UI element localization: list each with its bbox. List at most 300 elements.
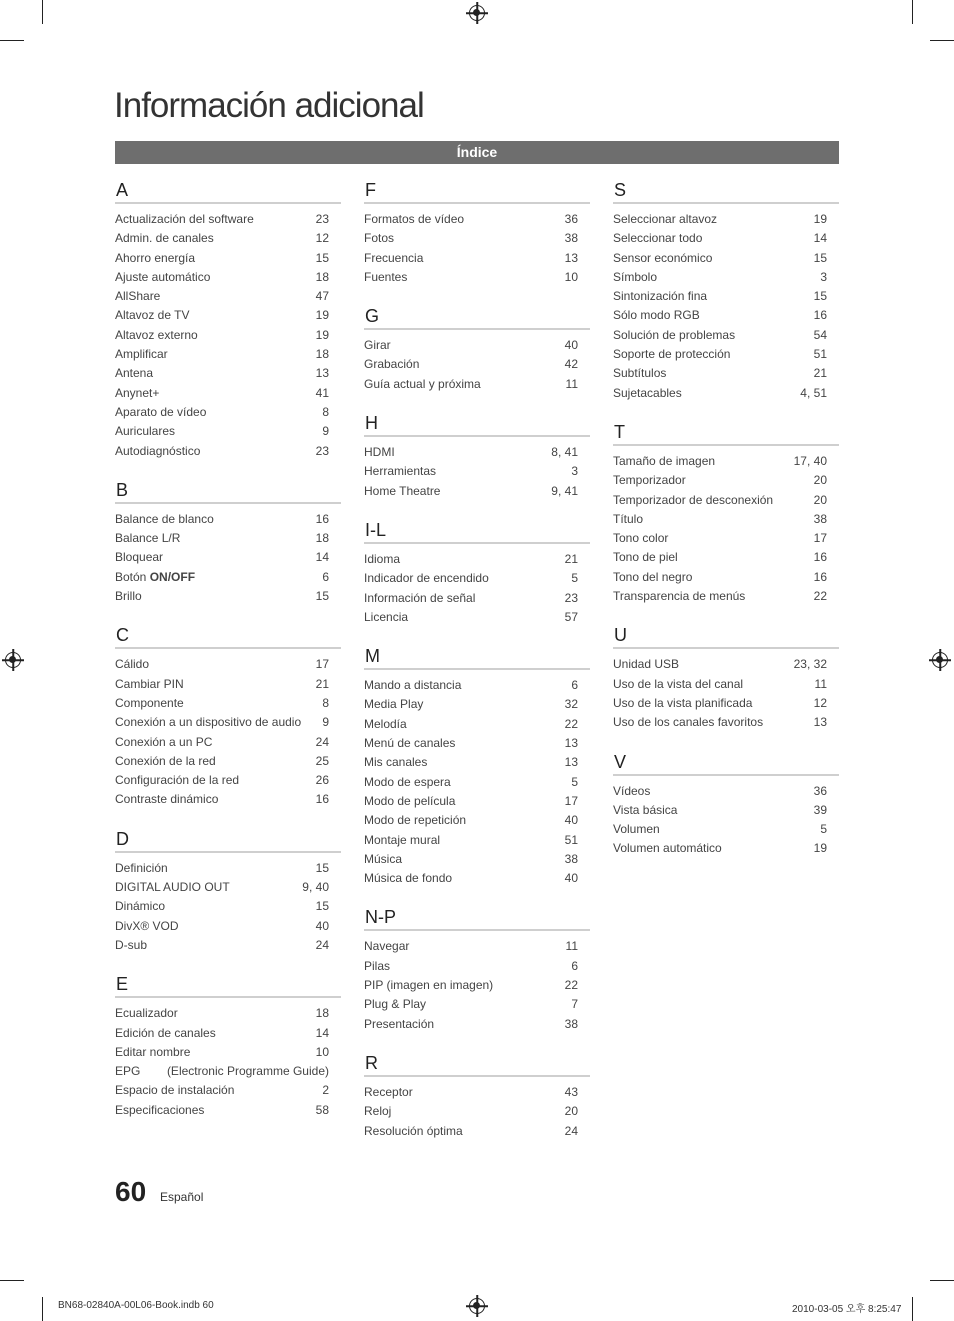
index-term <box>115 510 214 529</box>
index-term <box>364 569 489 588</box>
index-term <box>613 694 752 713</box>
index-page-ref: 6 <box>322 569 329 584</box>
index-term-text: Auriculares <box>115 424 176 439</box>
index-page-ref: 40 <box>564 338 578 353</box>
index-term-text: Componente <box>115 695 184 710</box>
index-term-text: Definición <box>115 860 168 875</box>
index-page-ref: 22 <box>564 978 578 993</box>
index-term <box>115 306 189 325</box>
index-page-ref: 18 <box>315 347 329 362</box>
index-page-ref: 23 <box>315 443 329 458</box>
index-section <box>364 905 590 1033</box>
index-term <box>364 869 452 888</box>
index-term-text: Altavoz externo <box>115 327 198 342</box>
index-page-ref: 6 <box>571 958 578 973</box>
index-entry <box>613 306 839 325</box>
index-term <box>115 655 149 674</box>
index-term <box>115 713 301 732</box>
registration-mark-icon <box>469 5 485 21</box>
crop-mark <box>930 1280 954 1281</box>
index-term <box>364 608 408 627</box>
index-page-ref: 15 <box>315 860 329 875</box>
section-letter: M <box>364 644 590 670</box>
index-page-ref: 10 <box>315 1044 329 1059</box>
section-letter: U <box>613 623 839 649</box>
index-section <box>364 304 590 394</box>
index-page-ref: 17 <box>813 531 827 546</box>
index-term-text: Símbolo <box>613 269 658 284</box>
index-entry <box>364 695 590 714</box>
index-page-ref: 40 <box>315 918 329 933</box>
index-term-text: Tono color <box>613 531 669 546</box>
index-term-text: Girar <box>364 338 391 353</box>
index-entry <box>613 249 839 268</box>
index-entry <box>115 529 341 548</box>
index-term <box>115 752 216 771</box>
index-page-ref: 20 <box>813 473 827 488</box>
index-section <box>364 411 590 501</box>
index-section <box>115 827 341 955</box>
index-entry <box>115 655 341 674</box>
index-page-ref: 6 <box>571 678 578 693</box>
index-term-text: Espacio de instalación <box>115 1083 235 1098</box>
index-entry <box>364 773 590 792</box>
index-term <box>364 753 427 772</box>
index-term <box>115 568 195 587</box>
index-term-text: Botón <box>115 569 150 584</box>
index-page-ref: 19 <box>315 308 329 323</box>
index-section <box>613 178 839 403</box>
index-entry <box>115 878 341 897</box>
index-term <box>613 675 743 694</box>
index-section <box>115 623 341 809</box>
index-entry <box>364 734 590 753</box>
index-entry <box>364 268 590 287</box>
index-term <box>613 548 678 567</box>
index-term <box>613 820 660 839</box>
index-term <box>115 587 142 606</box>
index-term-text: AllShare <box>115 289 161 304</box>
index-term-text: Conexión a un PC <box>115 734 213 749</box>
index-term <box>613 306 700 325</box>
index-entry <box>364 229 590 248</box>
index-term-text: Sensor económico <box>613 250 713 265</box>
index-term <box>613 655 679 674</box>
index-term <box>115 1043 190 1062</box>
index-entry <box>613 326 839 345</box>
index-page-ref: 40 <box>564 813 578 828</box>
index-term-text: Tamaño de imagen <box>613 453 716 468</box>
index-page-ref: 15 <box>315 589 329 604</box>
index-page-ref: 8 <box>322 695 329 710</box>
registration-mark-icon <box>932 652 948 668</box>
index-page-ref: 18 <box>315 531 329 546</box>
index-page-ref: 51 <box>564 832 578 847</box>
index-page-ref: 14 <box>813 231 827 246</box>
index-entry <box>364 443 590 462</box>
index-term-text: Editar nombre <box>115 1044 191 1059</box>
index-page-ref: 36 <box>813 783 827 798</box>
index-term-text: Volumen <box>613 822 660 837</box>
index-entry <box>115 384 341 403</box>
index-entry <box>364 792 590 811</box>
index-entry <box>115 694 341 713</box>
index-page-ref: 13 <box>315 366 329 381</box>
index-term-text: Balance de blanco <box>115 511 214 526</box>
index-section <box>613 623 839 732</box>
index-term <box>115 694 184 713</box>
registration-mark-icon <box>469 1298 485 1314</box>
index-column-1 <box>115 178 341 1137</box>
index-term-text: Solución de problemas <box>613 327 736 342</box>
section-letter: E <box>115 972 341 998</box>
index-term <box>613 345 730 364</box>
index-term <box>364 210 464 229</box>
index-entry <box>613 655 839 674</box>
index-entry <box>115 210 341 229</box>
index-term <box>364 773 451 792</box>
index-page-ref: 19 <box>813 841 827 856</box>
section-letter: R <box>364 1051 590 1077</box>
index-page-ref: 13 <box>564 250 578 265</box>
index-term-text: Seleccionar altavoz <box>613 212 718 226</box>
index-page-ref: 9 <box>322 424 329 439</box>
index-page-ref: 8 <box>322 404 329 419</box>
section-letter: G <box>364 304 590 330</box>
index-term <box>115 771 239 790</box>
index-term <box>613 587 745 606</box>
index-entry <box>115 442 341 461</box>
index-term <box>115 210 254 229</box>
index-term-text: Amplificar <box>115 347 168 362</box>
index-term <box>115 878 230 897</box>
index-page-ref: 13 <box>564 755 578 770</box>
index-term <box>613 839 722 858</box>
index-page-ref: 38 <box>564 851 578 866</box>
index-entry <box>115 548 341 567</box>
index-term-text: PIP (imagen en imagen) <box>364 978 494 993</box>
index-term-text: Modo de repetición <box>364 813 467 828</box>
index-term-text: Herramientas <box>364 464 437 479</box>
index-term-text: HDMI <box>364 445 395 460</box>
index-column-2 <box>364 178 590 1158</box>
index-term-text: Resolución óptima <box>364 1123 463 1138</box>
index-term-text: Antena <box>115 366 154 381</box>
index-term <box>613 510 643 529</box>
index-page-ref: 23, 32 <box>793 657 827 672</box>
index-term <box>364 462 436 481</box>
index-entry <box>613 491 839 510</box>
index-term-text: Temporizador de desconexión <box>613 492 774 507</box>
index-term <box>613 801 677 820</box>
index-page-ref: 47 <box>315 289 329 304</box>
index-entry <box>115 752 341 771</box>
index-entry <box>364 550 590 569</box>
section-letter: C <box>115 623 341 649</box>
section-letter: S <box>613 178 839 204</box>
index-term <box>364 375 481 394</box>
index-entry <box>364 1083 590 1102</box>
index-entry <box>364 850 590 869</box>
index-term <box>613 210 717 229</box>
index-term-text: Vista básica <box>613 802 678 817</box>
index-page-ref: 36 <box>564 212 578 226</box>
index-section-bar: Índice <box>115 141 839 164</box>
index-term <box>115 403 206 422</box>
crop-mark <box>42 0 43 24</box>
crop-mark <box>42 1297 43 1321</box>
index-term-text: Navegar <box>364 939 410 954</box>
section-letter: N-P <box>364 905 590 931</box>
index-page-ref: 16 <box>315 511 329 526</box>
index-term-text: Anynet+ <box>115 385 160 400</box>
index-entry <box>613 229 839 248</box>
index-term <box>613 471 686 490</box>
index-term-text: Reloj <box>364 1104 392 1119</box>
index-entry <box>613 713 839 732</box>
index-term-text: Frecuencia <box>364 250 424 265</box>
index-term <box>364 1015 434 1034</box>
index-term <box>364 831 440 850</box>
index-entry <box>115 587 341 606</box>
index-term-text: Idioma <box>364 551 401 566</box>
index-term-text: D-sub <box>115 937 148 952</box>
index-entry <box>613 694 839 713</box>
index-page-ref: 38 <box>813 511 827 526</box>
index-term <box>115 364 153 383</box>
index-entry <box>115 675 341 694</box>
index-term <box>364 957 390 976</box>
index-term <box>115 268 210 287</box>
index-page-ref: 38 <box>564 1016 578 1031</box>
index-page-ref: 21 <box>813 366 827 381</box>
index-entry <box>364 355 590 374</box>
index-entry <box>364 753 590 772</box>
index-entry <box>115 306 341 325</box>
index-term <box>115 1062 140 1081</box>
section-letter: H <box>364 411 590 437</box>
index-page-ref: 39 <box>813 802 827 817</box>
index-term-text: Mando a distancia <box>364 678 462 693</box>
index-term <box>115 345 168 364</box>
index-entry <box>613 675 839 694</box>
index-page-ref: 32 <box>564 697 578 712</box>
index-term-text: Sujetacables <box>613 385 682 400</box>
index-term <box>115 1081 234 1100</box>
crop-mark <box>912 1297 913 1321</box>
index-entry <box>613 839 839 858</box>
index-term-text: Vídeos <box>613 783 651 798</box>
index-term-text: Receptor <box>364 1084 413 1099</box>
index-entry <box>364 937 590 956</box>
index-page-ref: 51 <box>813 347 827 362</box>
index-term-text: Volumen automático <box>613 841 722 856</box>
index-entry <box>613 587 839 606</box>
index-entry <box>364 995 590 1014</box>
index-term-text: Bloquear <box>115 550 164 565</box>
index-column-3 <box>613 178 839 876</box>
index-term-text: Cambiar PIN <box>115 676 184 691</box>
index-term <box>613 326 735 345</box>
index-entry <box>115 364 341 383</box>
index-page-ref: 7 <box>571 997 578 1012</box>
index-term-text: Pilas <box>364 958 391 973</box>
index-page-ref: 24 <box>315 734 329 749</box>
index-term <box>364 550 400 569</box>
index-page-ref: 54 <box>813 327 827 342</box>
index-term <box>115 917 179 936</box>
index-entry <box>364 1102 590 1121</box>
index-entry <box>364 715 590 734</box>
page-language: Español <box>160 1190 204 1204</box>
index-term-text: Autodiagnóstico <box>115 443 201 458</box>
index-entry <box>364 676 590 695</box>
index-entry <box>364 957 590 976</box>
index-entry <box>364 482 590 501</box>
crop-mark <box>930 40 954 41</box>
index-page-ref: 42 <box>564 357 578 372</box>
section-letter: V <box>613 750 839 776</box>
index-entry <box>115 733 341 752</box>
index-term-text: Uso de los canales favoritos <box>613 715 764 730</box>
index-term <box>613 452 715 471</box>
index-term <box>364 976 493 995</box>
index-term <box>115 287 160 306</box>
index-entry <box>115 771 341 790</box>
index-term-text: Guía actual y próxima <box>364 376 481 391</box>
index-term-text: Subtítulos <box>613 366 667 381</box>
index-term <box>364 355 419 374</box>
index-term <box>613 249 712 268</box>
index-term-text: Especificaciones <box>115 1102 205 1117</box>
index-page-ref: 22 <box>564 716 578 731</box>
index-page-ref: 12 <box>315 231 329 246</box>
index-entry <box>364 249 590 268</box>
index-entry <box>613 287 839 306</box>
index-term-text: Sintonización fina <box>613 289 708 304</box>
index-term-bold: ON/OFF <box>149 569 196 584</box>
index-term <box>364 695 423 714</box>
section-letter: I-L <box>364 518 590 544</box>
index-page-ref: 22 <box>813 589 827 604</box>
index-page-ref: 11 <box>814 676 827 691</box>
footer-timestamp: 2010-03-05 오후 8:25:47 <box>792 1304 902 1315</box>
registration-mark-icon <box>5 652 21 668</box>
index-page-ref: 19 <box>315 327 329 342</box>
index-term <box>613 529 668 548</box>
index-entry <box>115 268 341 287</box>
index-term-text: Admin. de canales <box>115 231 214 246</box>
index-term <box>364 792 455 811</box>
index-term <box>613 268 657 287</box>
index-page-ref: 23 <box>564 590 578 605</box>
index-term <box>364 249 423 268</box>
index-page-ref: 26 <box>315 773 329 788</box>
index-term-text: Uso de la vista planificada <box>613 695 753 710</box>
index-page-ref: 16 <box>813 308 827 323</box>
index-entry <box>364 589 590 608</box>
index-page-ref: 19 <box>813 212 827 226</box>
index-entry <box>613 782 839 801</box>
index-term <box>613 384 682 403</box>
index-term <box>613 229 702 248</box>
index-term-text: Contraste dinámico <box>115 792 219 807</box>
section-letter: B <box>115 478 341 504</box>
index-page-ref: 15 <box>315 899 329 914</box>
section-letter: D <box>115 827 341 853</box>
index-entry <box>115 713 341 732</box>
index-section <box>364 178 590 287</box>
index-page-ref: 17, 40 <box>793 453 827 468</box>
crop-mark <box>0 40 24 41</box>
index-entry <box>613 568 839 587</box>
index-entry <box>115 897 341 916</box>
index-term-text: DivX® VOD <box>115 918 179 933</box>
index-term-text: Temporizador <box>613 473 686 488</box>
index-page-ref: 9, 41 <box>551 483 578 498</box>
index-page-ref: 16 <box>813 569 827 584</box>
index-section <box>364 1051 590 1141</box>
index-page-ref: 12 <box>813 695 827 710</box>
index-term <box>613 568 692 587</box>
index-term-text: Presentación <box>364 1016 435 1031</box>
index-page-ref: 9 <box>322 715 329 730</box>
index-term-text: Título <box>613 511 644 526</box>
index-term-text: EPG <box>115 1064 141 1079</box>
index-term <box>364 937 409 956</box>
index-term <box>115 422 175 441</box>
index-term-text: Indicador de encendido <box>364 571 489 586</box>
index-section <box>364 518 590 627</box>
index-term <box>364 995 426 1014</box>
index-term <box>115 733 212 752</box>
index-entry <box>115 287 341 306</box>
index-entry <box>613 471 839 490</box>
index-entry <box>613 510 839 529</box>
index-page-ref: 38 <box>564 231 578 246</box>
index-section <box>364 644 590 888</box>
index-page-ref: 13 <box>813 715 827 730</box>
index-entry <box>115 568 341 587</box>
index-term-text: Unidad USB <box>613 657 680 672</box>
index-term-text: Media Play <box>364 697 424 712</box>
index-term <box>115 859 168 878</box>
footer-file-info: BN68-02840A-00L06-Book.indb 60 <box>58 1300 214 1311</box>
index-term <box>115 1004 178 1023</box>
index-page-ref: 24 <box>315 937 329 952</box>
index-term <box>115 1024 216 1043</box>
index-term <box>115 326 198 345</box>
index-entry <box>613 210 839 229</box>
crop-mark <box>912 0 913 24</box>
index-entry <box>364 831 590 850</box>
index-page-ref: 43 <box>564 1084 578 1099</box>
index-term-text: Aparato de vídeo <box>115 404 207 419</box>
index-term <box>115 675 184 694</box>
index-entry <box>364 869 590 888</box>
index-term-text: Conexión a un dispositivo de audio <box>115 715 302 730</box>
index-term <box>364 482 440 501</box>
index-term-text: Tono de piel <box>613 550 678 565</box>
index-section <box>115 972 341 1120</box>
index-term-text: Modo de espera <box>364 774 451 789</box>
index-page-ref: 13 <box>564 736 578 751</box>
index-entry <box>364 375 590 394</box>
index-entry <box>115 510 341 529</box>
index-term-text: Brillo <box>115 589 142 604</box>
index-entry <box>364 1015 590 1034</box>
index-term <box>364 811 466 830</box>
